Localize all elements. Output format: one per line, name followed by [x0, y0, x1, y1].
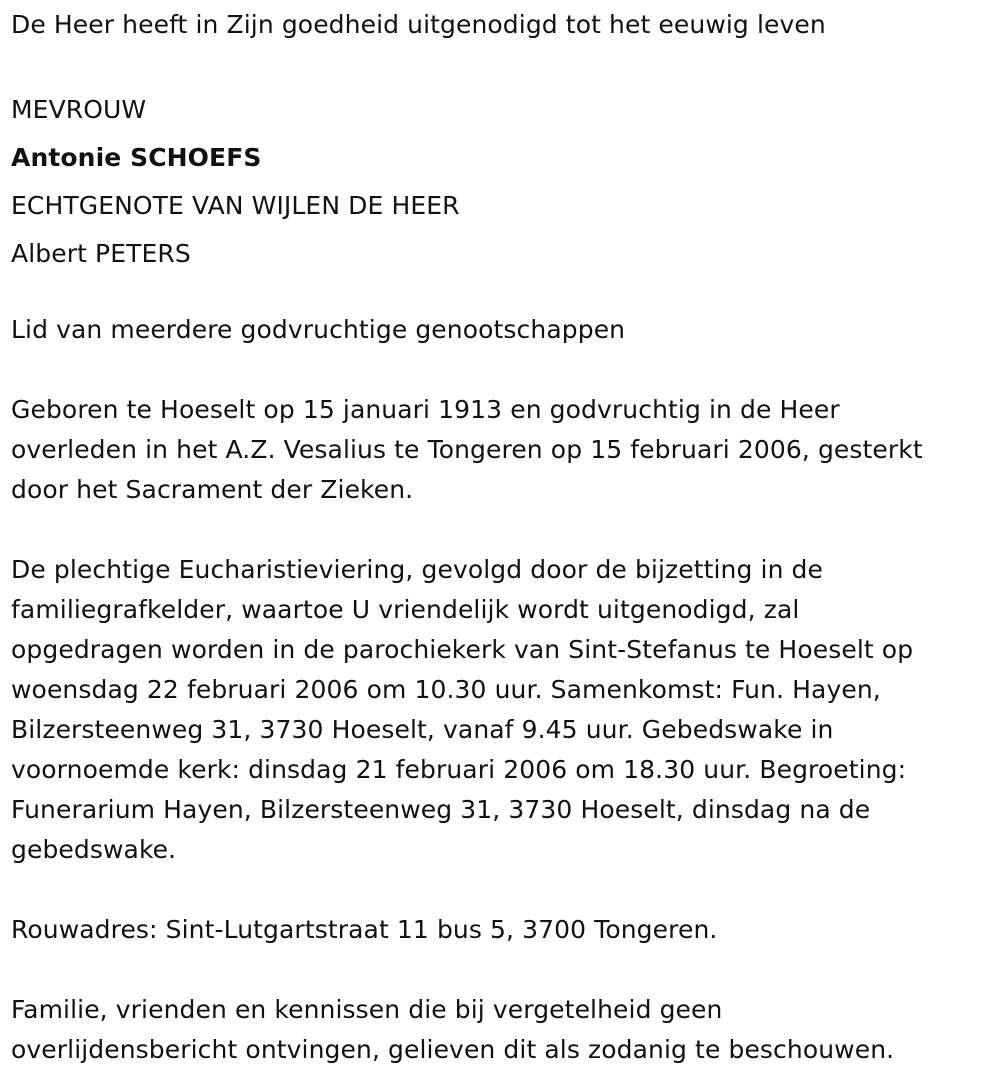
- mass-line: opgedragen worden in de parochiekerk van Sint-Stefanus te Hoeselt op: [11, 635, 914, 664]
- deceased-block: [11, 86, 460, 278]
- closing-line: Familie, vrienden en kennissen die bij vergetelheid geen: [11, 995, 723, 1024]
- mass-line: gebedswake.: [11, 835, 177, 864]
- spouse-label: ECHTGENOTE VAN WIJLEN DE HEER: [11, 191, 460, 220]
- birth-line: door het Sacrament der Zieken.: [11, 475, 414, 504]
- mass-line: voornoemde kerk: dinsdag 21 februari 2006 om 18.30 uur. Begroeting:: [11, 755, 907, 784]
- birth-line: overleden in het A.Z. Vesalius te Tongeren op 15 februari 2006, gesterkt: [11, 435, 923, 464]
- mass-line: Funerarium Hayen, Bilzersteenweg 31, 3730 Hoeselt, dinsdag na de: [11, 795, 871, 824]
- mourning-address: Rouwadres: Sint-Lutgartstraat 11 bus 5, 3700 Tongeren.: [11, 915, 718, 944]
- birth-paragraph: [11, 390, 986, 510]
- closing-line: overlijdensbericht ontvingen, gelieven dit als zodanig te beschouwen.: [11, 1035, 895, 1064]
- mass-paragraph: [11, 550, 986, 870]
- mass-line: De plechtige Eucharistieviering, gevolgd door de bijzetting in de: [11, 555, 824, 584]
- spouse-name: Albert PETERS: [11, 239, 191, 268]
- deceased-name: Antonie SCHOEFS: [11, 143, 262, 172]
- title-text: MEVROUW: [11, 95, 147, 124]
- mass-line: woensdag 22 februari 2006 om 10.30 uur. Samenkomst: Fun. Hayen,: [11, 675, 881, 704]
- closing-paragraph: [11, 990, 986, 1070]
- mass-line: familiegrafkelder, waartoe U vriendelijk wordt uitgenodigd, zal: [11, 595, 800, 624]
- membership-text: Lid van meerdere godvruchtige genootschappen: [11, 315, 626, 344]
- intro-text: De Heer heeft in Zijn goedheid uitgenodigd tot het eeuwig leven: [11, 10, 826, 39]
- birth-line: Geboren te Hoeselt op 15 januari 1913 en godvruchtig in de Heer: [11, 395, 840, 424]
- mass-line: Bilzersteenweg 31, 3730 Hoeselt, vanaf 9.45 uur. Gebedswake in: [11, 715, 834, 744]
